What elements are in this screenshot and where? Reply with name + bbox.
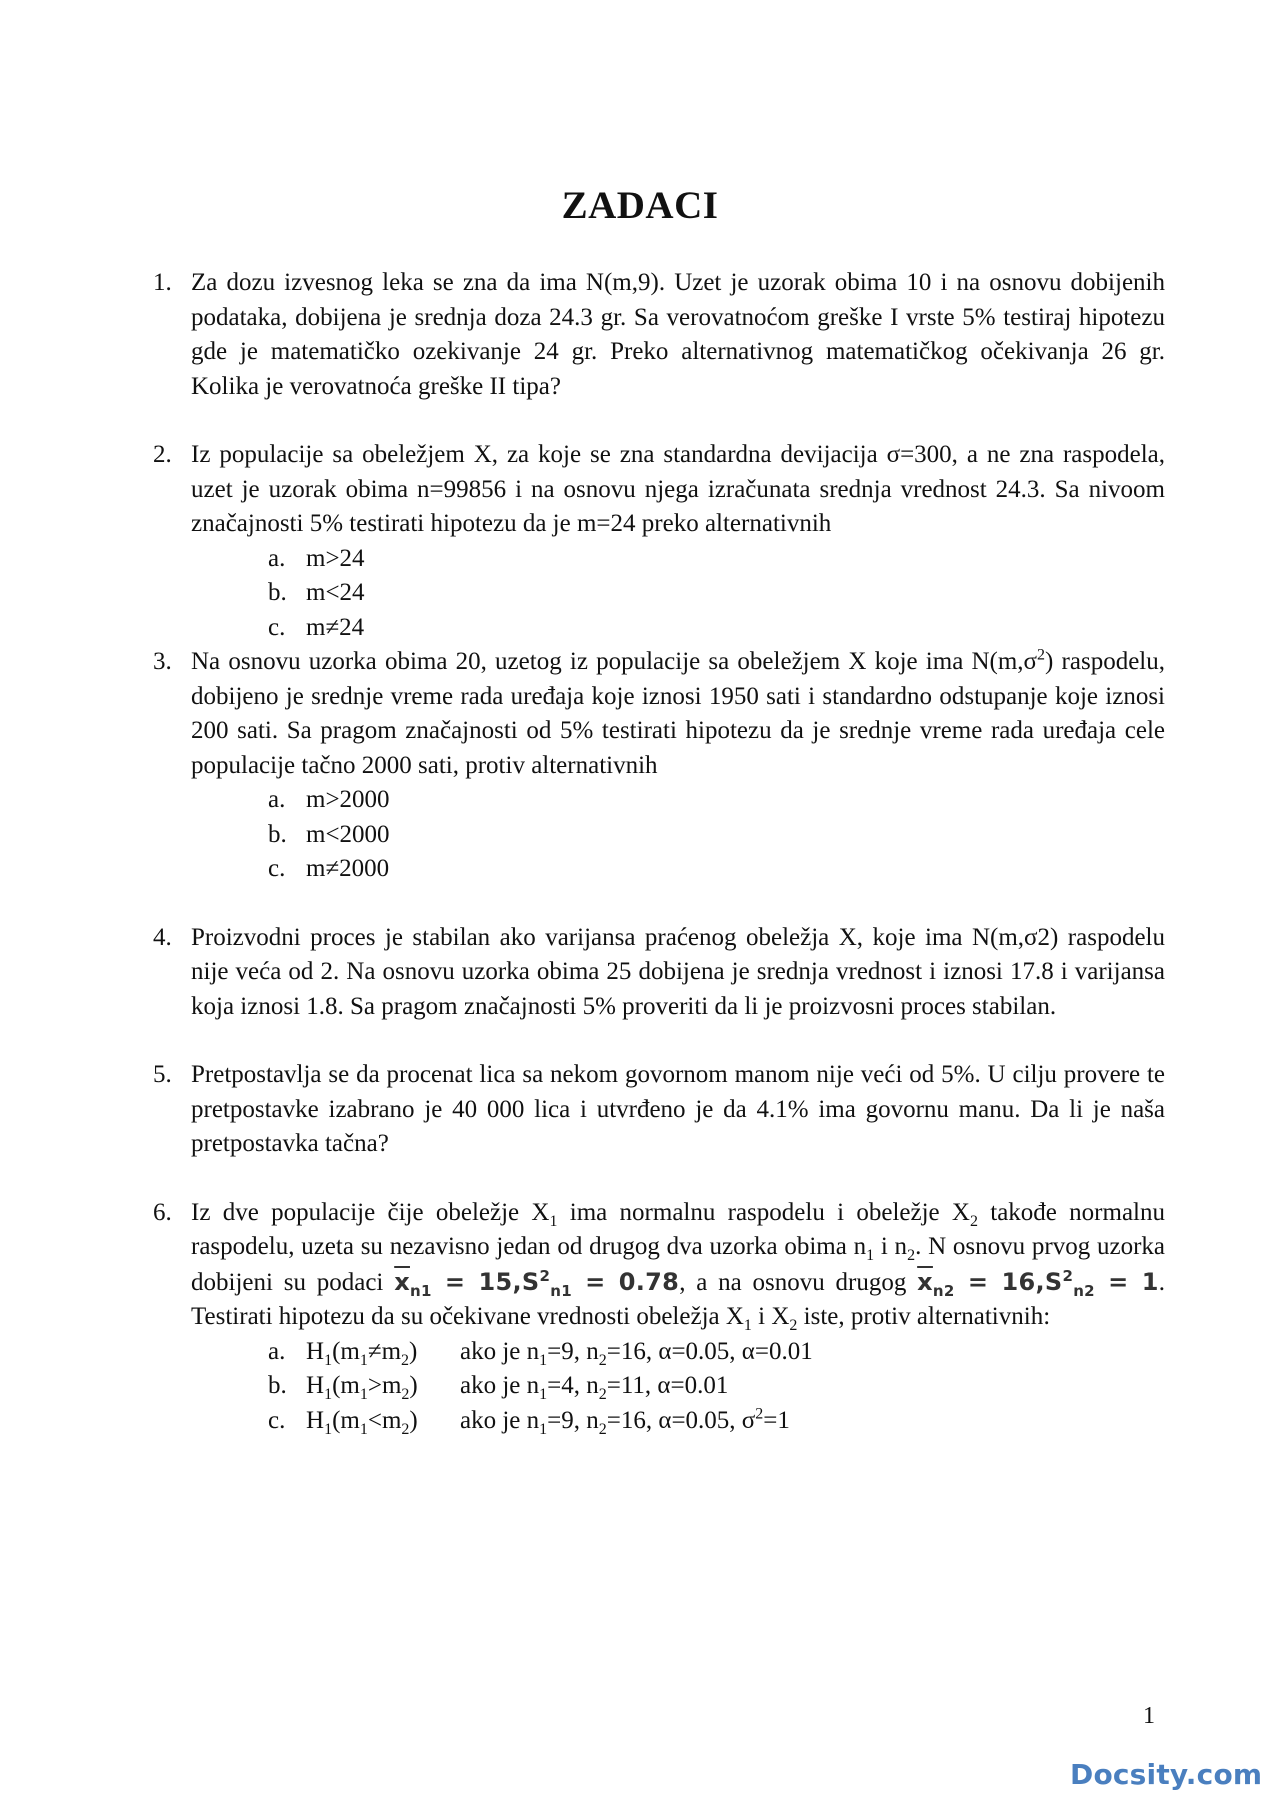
subscript: 1 bbox=[359, 1420, 368, 1438]
problem-list bbox=[153, 266, 1165, 1438]
condition bbox=[460, 1337, 813, 1369]
option-letter: a. bbox=[268, 544, 286, 572]
formula-subscript: n1 bbox=[550, 1281, 572, 1300]
text-part: =16, α=0.05, σ bbox=[606, 1406, 756, 1434]
subscript: 2 bbox=[598, 1386, 607, 1403]
text-part: ) bbox=[409, 1337, 418, 1365]
problem-number: 6. bbox=[153, 1198, 172, 1226]
subscript: 2 bbox=[907, 1247, 916, 1264]
subscript: 1 bbox=[359, 1351, 368, 1369]
text-part: H bbox=[306, 1337, 325, 1365]
text-part: =9, n bbox=[547, 1406, 599, 1434]
subscript: 2 bbox=[789, 1317, 798, 1334]
page-number: 1 bbox=[1143, 1703, 1155, 1729]
text-part: iste, protiv alternativnih: bbox=[797, 1303, 1051, 1330]
option-b bbox=[268, 818, 1165, 853]
text-part: ) bbox=[409, 1406, 418, 1434]
option-letter: c. bbox=[268, 855, 286, 882]
text-part: ako je n bbox=[460, 1406, 540, 1434]
formula-superscript: 2 bbox=[539, 1266, 551, 1285]
subscript: 1 bbox=[539, 1351, 548, 1369]
subscript: 2 bbox=[598, 1351, 607, 1369]
subscript: 2 bbox=[401, 1351, 410, 1369]
formula-superscript: 2 bbox=[1062, 1266, 1074, 1285]
problem-text: Za dozu izvesnog leka se zna da ima N(m,9). Uzet je uzorak obima 10 i na osnovu dobijenih podataka, dobijena je srednja doza 24.3 gr. Sa verovatnoćom greške I vrste 5% testiraj hipotezu gde je matematičko ozekivanje 24 gr. Preko alternativnog matematičkog očekivanja 26 gr. Kolika je verovatnoća greške II tipa? bbox=[191, 269, 1165, 400]
text-part: (m bbox=[332, 1372, 360, 1399]
subscript: 1 bbox=[866, 1247, 875, 1264]
problem-text bbox=[191, 645, 1165, 783]
option-letter: a. bbox=[268, 1337, 286, 1365]
text-part: >m bbox=[367, 1372, 402, 1399]
subscript: 2 bbox=[401, 1386, 410, 1403]
formula-part: = 1 bbox=[1094, 1267, 1159, 1296]
option-a bbox=[268, 783, 1165, 818]
problem-number: 1. bbox=[153, 269, 172, 296]
text-part: ≠m bbox=[367, 1337, 402, 1365]
formula-part: = 15,S bbox=[431, 1267, 540, 1296]
option-text: m>24 bbox=[306, 544, 365, 572]
formula-sample-1 bbox=[394, 1266, 680, 1300]
text-part: =11, α=0.01 bbox=[606, 1372, 729, 1399]
problem-3 bbox=[153, 645, 1165, 887]
formula-part: = 0.78 bbox=[571, 1267, 680, 1296]
text-part: ) bbox=[409, 1372, 418, 1399]
text-part: (m bbox=[332, 1406, 360, 1434]
text-part: =4, n bbox=[547, 1372, 599, 1399]
text-part: =9, n bbox=[547, 1337, 599, 1365]
text-part: i X bbox=[751, 1303, 790, 1330]
formula-subscript: n1 bbox=[409, 1281, 432, 1300]
option-c bbox=[268, 611, 1165, 646]
text-part: . N osnovu prvog uzorka dobijeni su podaci bbox=[191, 1233, 1165, 1296]
text-part: (m bbox=[332, 1337, 360, 1365]
problem-number: 4. bbox=[153, 923, 172, 951]
subscript: 1 bbox=[324, 1351, 333, 1369]
option-list bbox=[191, 542, 1165, 646]
option-text: m>2000 bbox=[306, 786, 390, 813]
text-part: Iz dve populacije čije obeležje X bbox=[191, 1198, 550, 1226]
hypothesis bbox=[306, 1369, 460, 1404]
subscript: 1 bbox=[324, 1386, 333, 1403]
problem-number: 3. bbox=[153, 648, 172, 675]
subscript: 1 bbox=[539, 1386, 548, 1403]
subscript: 1 bbox=[324, 1420, 333, 1438]
problem-2 bbox=[153, 438, 1165, 645]
subscript: 1 bbox=[539, 1420, 548, 1438]
option-letter: b. bbox=[268, 1372, 287, 1399]
formula-part: $\overline{x}$ bbox=[394, 1267, 410, 1296]
option-b bbox=[268, 576, 1165, 611]
page-title: ZADACI bbox=[561, 184, 719, 227]
option-letter: a. bbox=[268, 786, 286, 813]
formula-part: $\overline{x}$ bbox=[917, 1267, 933, 1296]
text-part: Na osnovu uzorka obima 20, uzetog iz populacije sa obeležjem X koje ima N(m,σ bbox=[191, 648, 1038, 675]
text-part: ) raspodelu, dobijeno je srednje vreme rada uređaja koje iznosi 1950 sati i standardno odstupanje koje iznosi 200 sati. Sa pragom značajnosti od 5% testirati hipotezu da je srednje vreme rada uređaja cele populacije tačno 2000 sati, protiv alternativnih bbox=[191, 648, 1165, 779]
option-list bbox=[191, 1335, 1165, 1439]
watermark-logo[interactable]: Docsity.com bbox=[1070, 1758, 1263, 1791]
subscript: 1 bbox=[359, 1386, 368, 1403]
option-letter: c. bbox=[268, 1406, 286, 1434]
problem-text: Proizvodni proces je stabilan ako varijansa praćenog obeležja X, koje ima N(m,σ2) raspodelu nije veća od 2. Na osnovu uzorka obima 25 dobijena je srednja vrednost i iznosi 17.8 i varijansa koja iznosi 1.8. Sa pragom značajnosti 5% proveriti da li je proizvosni proces stabilan. bbox=[191, 923, 1165, 1020]
option-c bbox=[268, 1404, 1165, 1439]
superscript: 2 bbox=[1037, 646, 1046, 664]
problem-1 bbox=[153, 266, 1165, 404]
option-a bbox=[268, 1335, 1165, 1370]
option-letter: b. bbox=[268, 820, 287, 848]
hypothesis bbox=[306, 1335, 460, 1370]
option-letter: b. bbox=[268, 579, 287, 606]
text-part: ako je n bbox=[460, 1337, 540, 1365]
text-part: =16, α=0.05, α=0.01 bbox=[606, 1337, 813, 1365]
option-b bbox=[268, 1369, 1165, 1404]
subscript: 2 bbox=[969, 1212, 978, 1230]
text-part: takođe normalnu raspodelu, uzeta su nezavisno jedan od drugog dva uzorka obima n bbox=[191, 1198, 1165, 1260]
problem-number: 2. bbox=[153, 441, 172, 468]
text-part: H bbox=[306, 1406, 325, 1434]
hypothesis bbox=[306, 1404, 460, 1439]
formula-subscript: n2 bbox=[932, 1281, 955, 1300]
text-part: , a na osnovu drugog bbox=[679, 1268, 918, 1296]
condition bbox=[460, 1405, 790, 1438]
option-a bbox=[268, 542, 1165, 577]
problem-text: Iz populacije sa obeležjem X, za koje se zna standardna devijacija σ=300, a ne zna raspodela, uzet je uzorak obima n=99856 i na osnovu njega izračunata srednja vrednost 24.3. Sa nivoom značajnosti 5% testirati hipotezu da je m=24 preko alternativnih bbox=[191, 441, 1165, 537]
text-part: =1 bbox=[763, 1406, 790, 1434]
problem-text: Pretpostavlja se da procenat lica sa nekom govornom manom nije veći od 5%. U cilju provere te pretpostavke izabrano je 40 000 lica i utvrđeno je da 4.1% ima govornu manu. Da li je naša pretpostavka tačna? bbox=[191, 1061, 1165, 1157]
text-part: <m bbox=[367, 1406, 402, 1434]
formula-part: = 16,S bbox=[954, 1267, 1063, 1296]
subscript: 1 bbox=[743, 1317, 752, 1334]
subscript: 2 bbox=[598, 1420, 607, 1438]
text-part: i n bbox=[874, 1233, 908, 1260]
text-part: ima normalnu raspodelu i obeležje X bbox=[557, 1198, 970, 1226]
superscript: 2 bbox=[755, 1405, 764, 1423]
formula-sample-2 bbox=[917, 1266, 1159, 1300]
problem-6 bbox=[153, 1196, 1165, 1439]
problem-5 bbox=[153, 1058, 1165, 1162]
problem-number: 5. bbox=[153, 1061, 172, 1088]
formula-subscript: n2 bbox=[1073, 1281, 1095, 1300]
text-part: H bbox=[306, 1372, 325, 1399]
option-text: m≠2000 bbox=[306, 855, 390, 882]
subscript: 1 bbox=[549, 1212, 558, 1230]
text-part: ako je n bbox=[460, 1372, 540, 1399]
subscript: 2 bbox=[401, 1420, 410, 1438]
option-text: m≠24 bbox=[306, 613, 365, 641]
option-letter: c. bbox=[268, 613, 286, 641]
option-list bbox=[191, 783, 1165, 887]
option-text: m<24 bbox=[306, 579, 365, 606]
text-part: . Testirati hipotezu da su očekivane vrednosti obeležja X bbox=[191, 1268, 1165, 1330]
problem-4 bbox=[153, 921, 1165, 1025]
option-c bbox=[268, 852, 1165, 887]
problem-text bbox=[191, 1196, 1165, 1335]
option-text: m<2000 bbox=[306, 820, 390, 848]
condition bbox=[460, 1372, 729, 1403]
